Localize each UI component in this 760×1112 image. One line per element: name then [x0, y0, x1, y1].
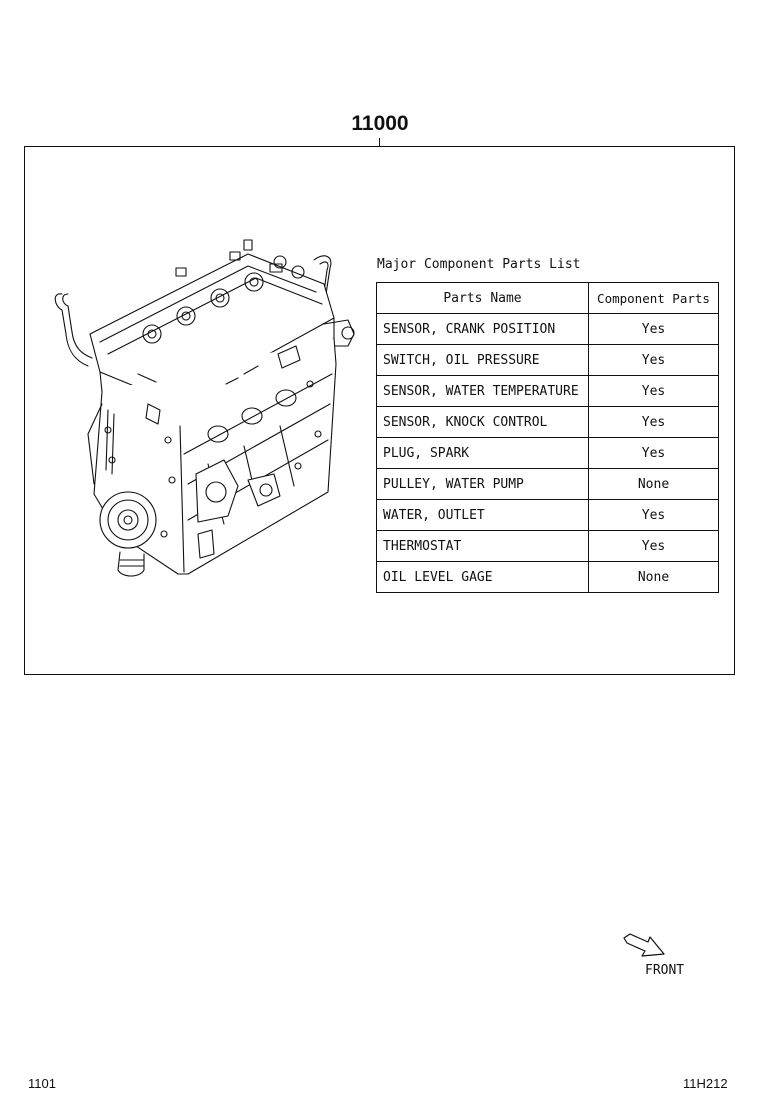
component-parts-header: Component Parts [589, 283, 719, 314]
component-parts-table [376, 282, 719, 593]
parts-name-header: Parts Name [377, 283, 589, 314]
table-row [377, 376, 719, 407]
component-flag-cell: None [589, 562, 719, 593]
component-flag-cell: Yes [589, 376, 719, 407]
table-row [377, 531, 719, 562]
part-name-cell: PLUG, SPARK [377, 438, 589, 469]
table-row [377, 345, 719, 376]
engine-assembly-icon [48, 234, 360, 596]
component-flag-cell: Yes [589, 531, 719, 562]
component-flag-cell: Yes [589, 407, 719, 438]
table-row [377, 438, 719, 469]
part-name-cell: OIL LEVEL GAGE [377, 562, 589, 593]
illustration-code-right: 11H212 [683, 1076, 728, 1091]
table-row [377, 562, 719, 593]
part-name-cell: SENSOR, WATER TEMPERATURE [377, 376, 589, 407]
component-flag-cell: Yes [589, 345, 719, 376]
table-row [377, 500, 719, 531]
part-name-cell: WATER, OUTLET [377, 500, 589, 531]
part-number-callout: 11000 [351, 112, 409, 135]
component-list-title: Major Component Parts List [377, 257, 581, 272]
table-header-row [377, 283, 719, 314]
table-row [377, 469, 719, 500]
part-name-cell: THERMOSTAT [377, 531, 589, 562]
part-name-cell: SENSOR, CRANK POSITION [377, 314, 589, 345]
table-row [377, 314, 719, 345]
part-name-cell: SENSOR, KNOCK CONTROL [377, 407, 589, 438]
part-name-cell: PULLEY, WATER PUMP [377, 469, 589, 500]
front-label: FRONT [645, 963, 685, 978]
front-arrow-icon [622, 932, 668, 960]
table-row [377, 407, 719, 438]
part-name-cell: SWITCH, OIL PRESSURE [377, 345, 589, 376]
page-code-left: 1101 [28, 1076, 56, 1091]
component-flag-cell: Yes [589, 438, 719, 469]
component-flag-cell: Yes [589, 500, 719, 531]
component-flag-cell: None [589, 469, 719, 500]
component-flag-cell: Yes [589, 314, 719, 345]
